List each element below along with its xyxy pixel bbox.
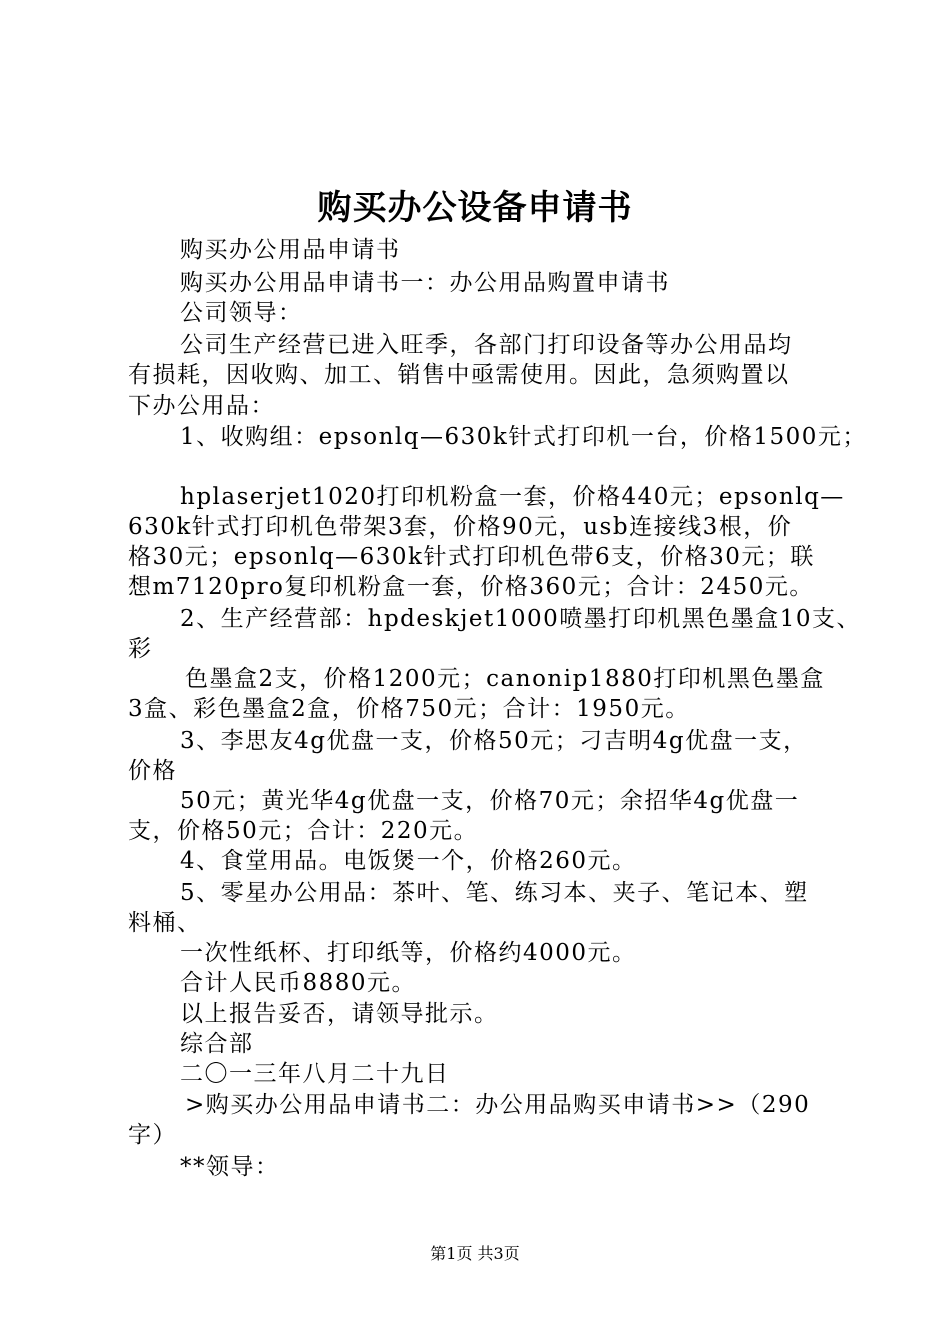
text-line: 购买办公用品申请书 [180,237,401,263]
text-line: 想m7120pro复印机粉盒一套，价格360元；合计：2450元。 [128,574,814,600]
text-line: 彩 [128,636,153,662]
text-line: 价格 [128,758,177,784]
text-line: 公司领导： [180,300,303,326]
text-line: **领导： [180,1154,280,1180]
text-line: 一次性纸杯、打印纸等，价格约4000元。 [180,940,637,966]
text-line: 下办公用品： [128,393,275,419]
text-line: 50元；黄光华4g优盘一支，价格70元；余招华4g优盘一 [180,788,800,814]
text-line: 支，价格50元；合计：220元。 [128,818,479,844]
text-line: 3、李思友4g优盘一支，价格50元；刁吉明4g优盘一支， [180,728,808,754]
document-title: 购买办公设备申请书 [317,188,633,228]
text-line: 格30元；epsonlq—630k针式打印机色带6支，价格30元；联 [128,544,815,570]
text-line: 二〇一三年八月二十九日 [180,1061,450,1087]
text-line: 4、食堂用品。电饭煲一个，价格260元。 [180,848,637,874]
text-line: hplaserjet1020打印机粉盒一套，价格440元；epsonlq— [180,484,845,510]
text-line: 公司生产经营已进入旺季，各部门打印设备等办公用品均 [180,332,793,358]
text-line: 料桶、 [128,910,202,936]
text-line: 以上报告妥否，请领导批示。 [180,1001,499,1027]
text-line: 合计人民币8880元。 [180,970,417,996]
text-line: 3盒、彩色墨盒2盒，价格750元；合计：1950元。 [128,696,690,722]
text-line: 2、生产经营部：hpdeskjet1000喷墨打印机黑色墨盒10支、 [180,606,862,632]
text-line: 综合部 [180,1031,254,1057]
text-line: 色墨盒2支，价格1200元；canonip1880打印机黑色墨盒 [185,666,825,692]
text-line: 购买办公用品申请书一：办公用品购置申请书 [180,270,670,296]
text-line: 有损耗，因收购、加工、销售中亟需使用。因此，急须购置以 [128,362,790,388]
text-line: 630k针式打印机色带架3套，价格90元，usb连接线3根，价 [128,514,793,540]
text-line: 字） [128,1122,177,1148]
page-footer: 第1页 共3页 [430,1244,520,1263]
text-line: 1、收购组：epsonlq—630k针式打印机一台，价格1500元； [180,424,867,450]
text-line: 5、零星办公用品：茶叶、笔、练习本、夹子、笔记本、塑 [180,880,809,906]
text-line: >购买办公用品申请书二：办公用品购买申请书>>（290 [185,1092,811,1118]
